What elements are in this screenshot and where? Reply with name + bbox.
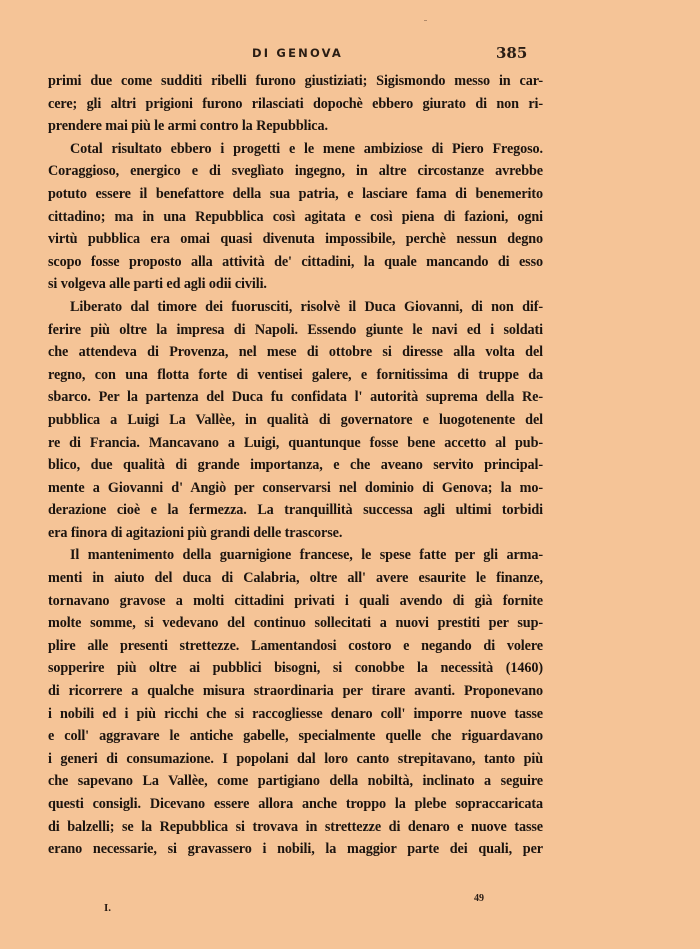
text-line: pubblica a Luigi La Vallèe, in qualità di governatore e luogotenente del [48, 411, 543, 428]
text-line: cere; gli altri prigioni furono rilasciati dopochè ebbero giurato di non ri- [48, 95, 543, 112]
page-number: 385 [496, 44, 528, 62]
text-line: era finora di agitazioni più grandi delle trascorse. [48, 524, 343, 541]
text-line: sbarco. Per la partenza del Duca fu confidata l' autorità suprema della Re- [48, 389, 543, 406]
signature-mark-left: I. [104, 902, 112, 914]
text-line: di balzelli; se la Repubblica si trovava in strettezze di denaro e nuove tasse [48, 818, 543, 835]
text-line: questi consigli. Dicevano essere allora anche troppo la plebe sopraccaricata [48, 796, 543, 812]
text-line: re di Francia. Mancavano a Luigi, quantunque fosse bene accetto al pub- [48, 434, 543, 451]
text-line: sopperire più oltre ai pubblici bisogni, si conobbe la necessità (1460) [48, 660, 543, 677]
text-line: erano necessarie, si gravassero i nobili, la maggior parte dei quali, per [48, 841, 543, 858]
running-title: DI GENOVA [252, 46, 344, 60]
text-line: menti in aiuto del duca di Calabria, oltre all' avere esaurite le finanze, [48, 570, 543, 587]
text-line: che sapevano La Vallèe, come partigiano della nobiltà, inclinato a seguire [48, 773, 543, 790]
running-head [0, 44, 700, 66]
text-line: primi due come sudditi ribelli furono giustiziati; Sigismondo messo in car- [48, 73, 543, 89]
text-line: plire alle presenti strettezze. Lamentandosi costoro e negando di volere [48, 637, 543, 654]
text-line: ferire più oltre la impresa di Napoli. Essendo giunte le navi ed i soldati [48, 321, 543, 338]
text-line: tornavano gravose a molti cittadini privati i quali avendo di già fornite [48, 592, 543, 609]
text-line: regno, con una flotta forte di ventisei galere, e fornitissima di truppe da [48, 366, 543, 383]
text-line: virtù pubblica era omai quasi divenuta impossibile, perchè nessun degno [48, 231, 543, 248]
paper-speck [424, 20, 427, 21]
text-line: derazione cioè e la fermezza. La tranquillità successa agli ultimi torbidi [48, 502, 543, 519]
text-line: Cotal risultato ebbero i progetti e le mene ambiziose di Piero Fregoso. [70, 140, 543, 157]
text-line: blico, due qualità di grande importanza, e che aveano servito principal- [48, 457, 543, 474]
text-line: molte somme, si vedevano del continuo sollecitati a nuovi prestiti per sup- [48, 615, 543, 632]
body-text [48, 70, 543, 861]
text-line: Coraggioso, energico e di sveglìato ingegno, in altre circostanze avrebbe [48, 163, 543, 180]
text-line: scopo fosse proposto alla attività de' cittadini, la quale mancando di esso [48, 253, 543, 270]
text-line: i generi di consumazione. I popolani dal loro canto strepitavano, tanto più [48, 750, 543, 767]
text-line: Il mantenimento della guarnigione francese, le spese fatte per gli arma- [70, 547, 543, 564]
text-line: cittadino; ma in una Repubblica così agitata e così piena di fazioni, ogni [48, 208, 543, 225]
signature-mark-right: 49 [474, 893, 484, 904]
text-line: di ricorrere a qualche misura straordinaria per tirare avanti. Proponevano [48, 683, 543, 700]
text-line: mente a Giovanni d' Angiò per conservarsi nel dominio di Genova; la mo- [48, 479, 543, 496]
text-line: e coll' aggravare le antiche gabelle, specialmente quelle che riguardavano [48, 728, 543, 745]
text-line: prendere mai più le armi contro la Repubblica. [48, 118, 328, 135]
text-line: Liberato dal timore dei fuorusciti, risolvè il Duca Giovanni, di non dif- [70, 298, 543, 315]
text-line: che attendeva di Provenza, nel mese di ottobre si diresse alla volta del [48, 344, 543, 361]
text-line: i nobili ed i più ricchi che si raccogliesse denaro coll' imporre nuove tasse [48, 705, 543, 722]
text-line: potuto essere il benefattore della sua patria, e lasciare fama di benemerito [48, 185, 543, 202]
text-line: si volgeva alle parti ed agli odii civili. [48, 276, 267, 293]
